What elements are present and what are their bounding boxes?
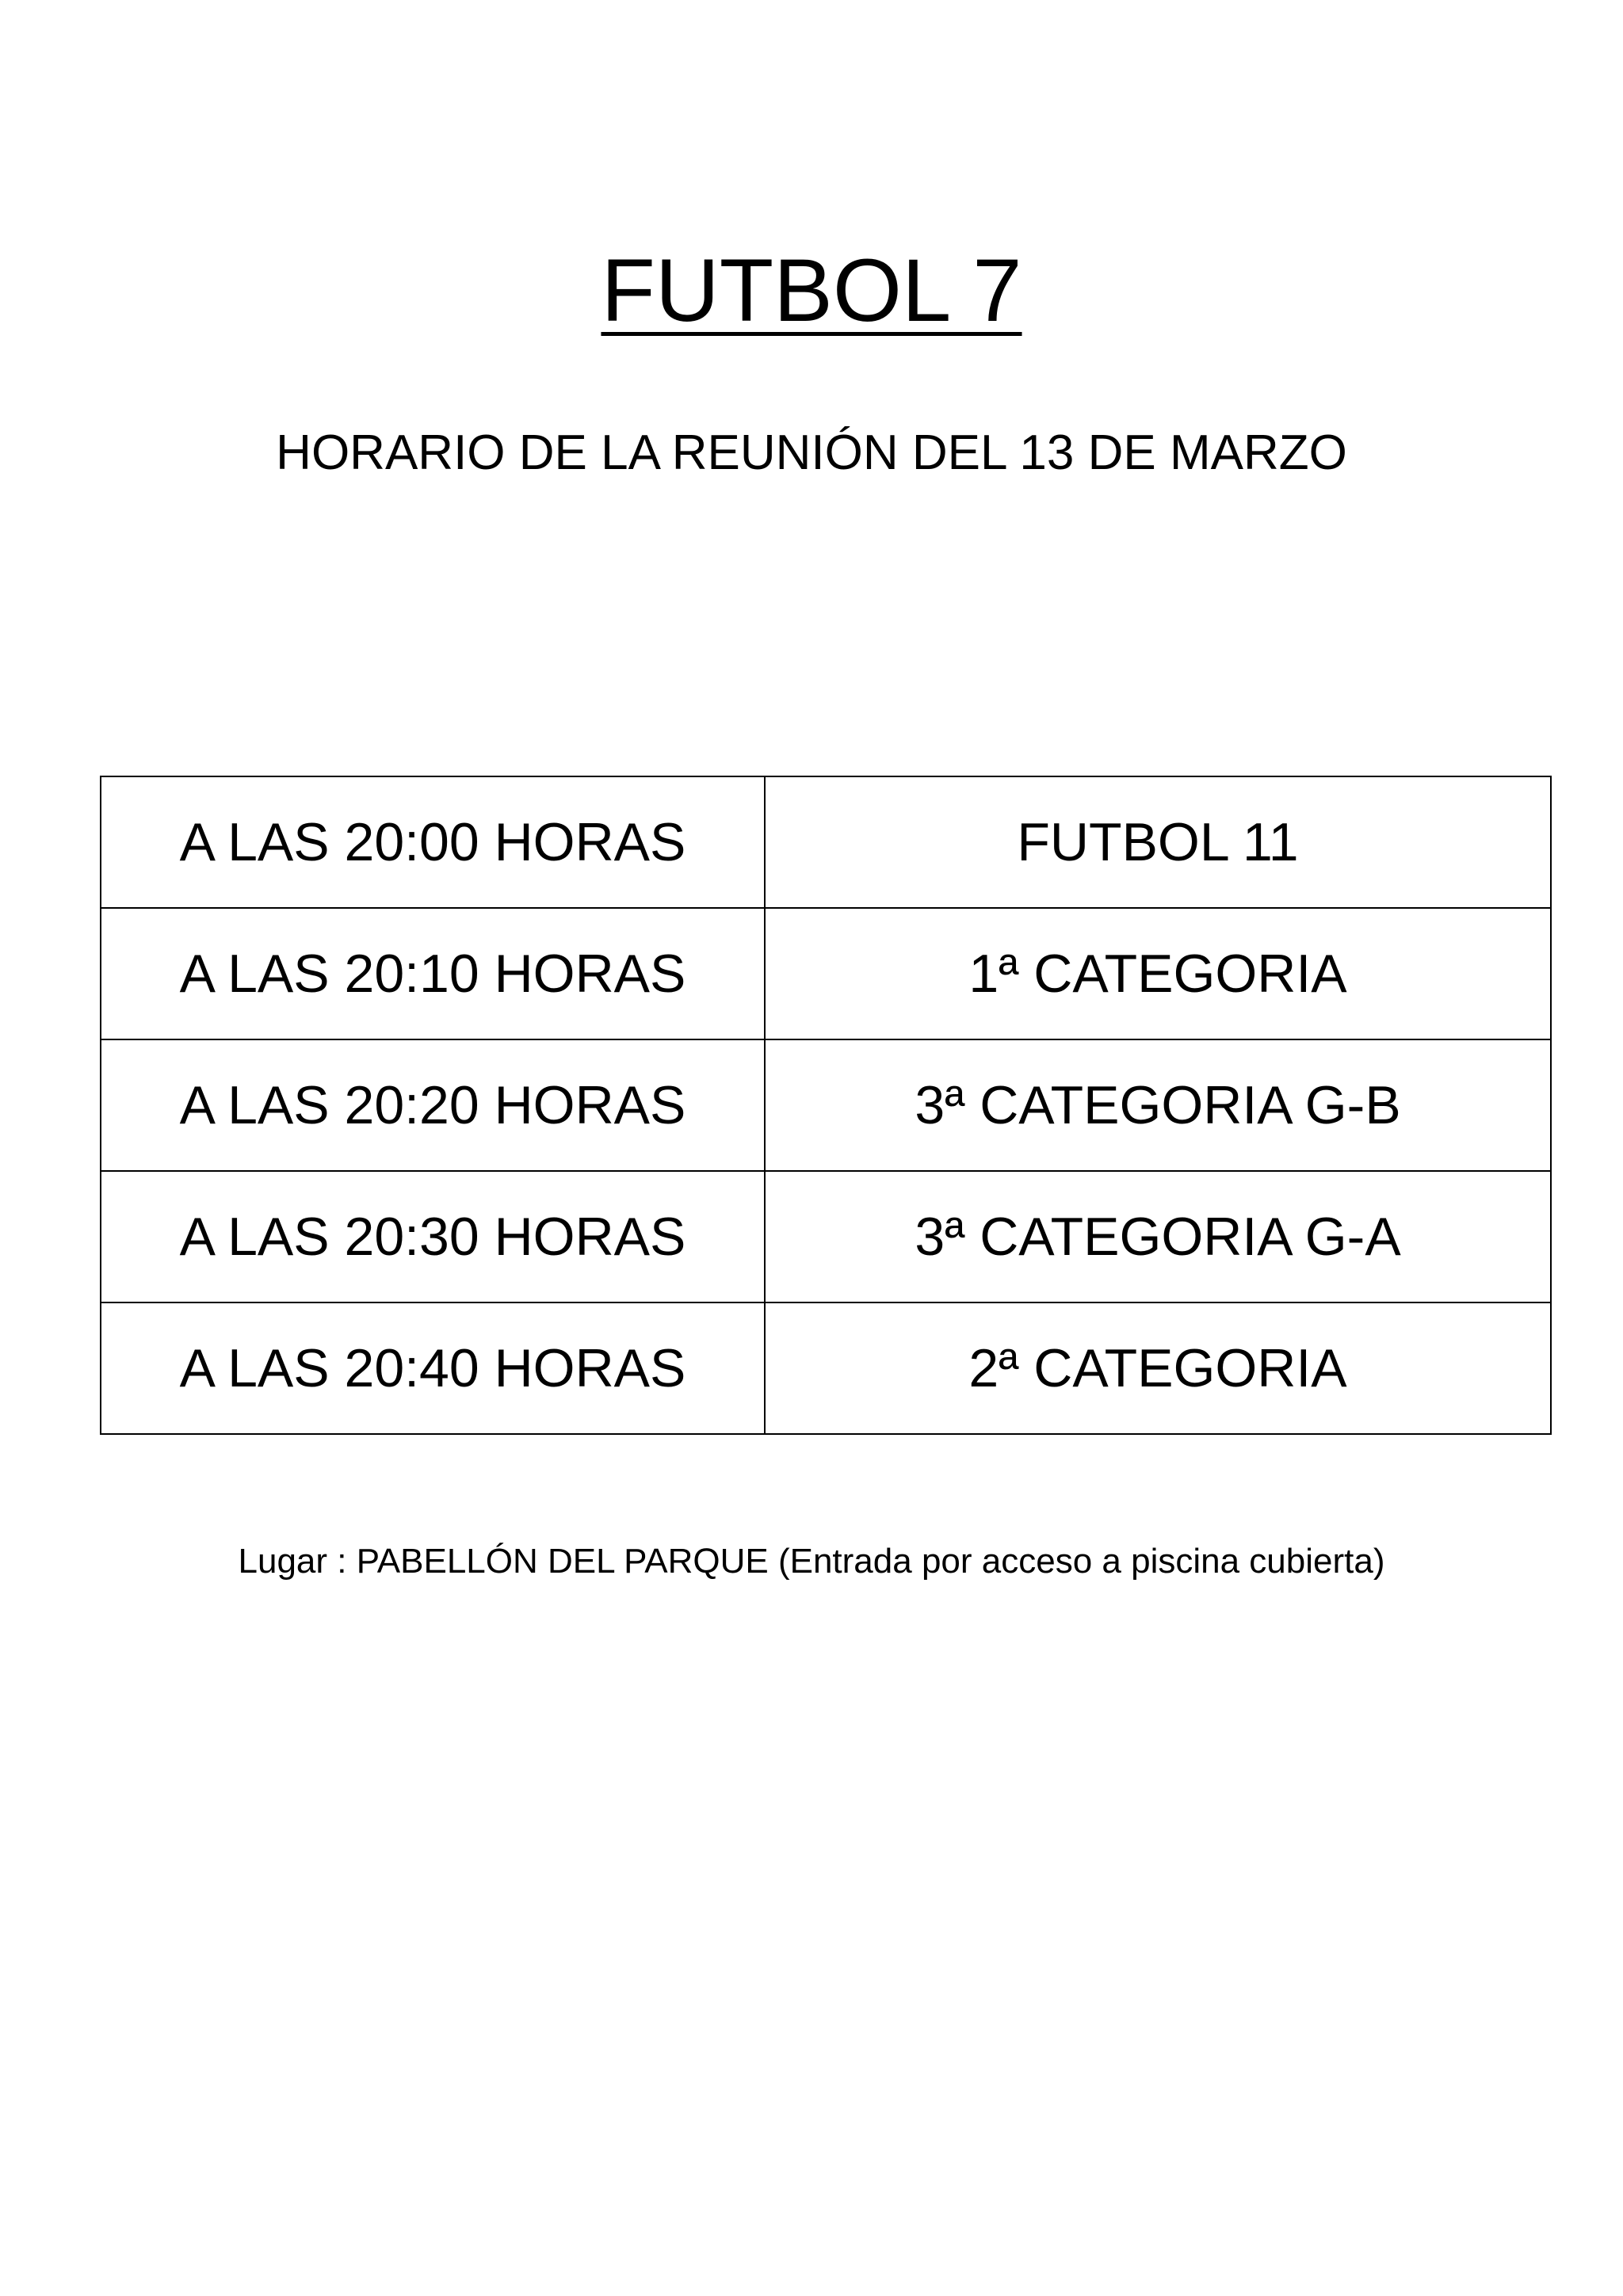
page-subtitle: HORARIO DE LA REUNIÓN DEL 13 DE MARZO (276, 425, 1347, 480)
table-row (101, 1171, 1551, 1302)
time-cell: A LAS 20:40 HORAS (101, 1302, 765, 1434)
category-cell: 3ª CATEGORIA G-B (765, 1039, 1551, 1171)
time-cell: A LAS 20:20 HORAS (101, 1039, 765, 1171)
table-row (101, 908, 1551, 1039)
table-row (101, 1302, 1551, 1434)
category-cell: 1ª CATEGORIA (765, 908, 1551, 1039)
category-cell: FUTBOL 11 (765, 776, 1551, 908)
table-row (101, 776, 1551, 908)
time-cell: A LAS 20:30 HORAS (101, 1171, 765, 1302)
category-cell: 2ª CATEGORIA (765, 1302, 1551, 1434)
page-title: FUTBOL 7 (601, 241, 1022, 340)
schedule-table (100, 776, 1552, 1435)
table-row (101, 1039, 1551, 1171)
category-cell: 3ª CATEGORIA G-A (765, 1171, 1551, 1302)
time-cell: A LAS 20:00 HORAS (101, 776, 765, 908)
location-note: Lugar : PABELLÓN DEL PARQUE (Entrada por acceso a piscina cubierta) (238, 1542, 1385, 1581)
time-cell: A LAS 20:10 HORAS (101, 908, 765, 1039)
